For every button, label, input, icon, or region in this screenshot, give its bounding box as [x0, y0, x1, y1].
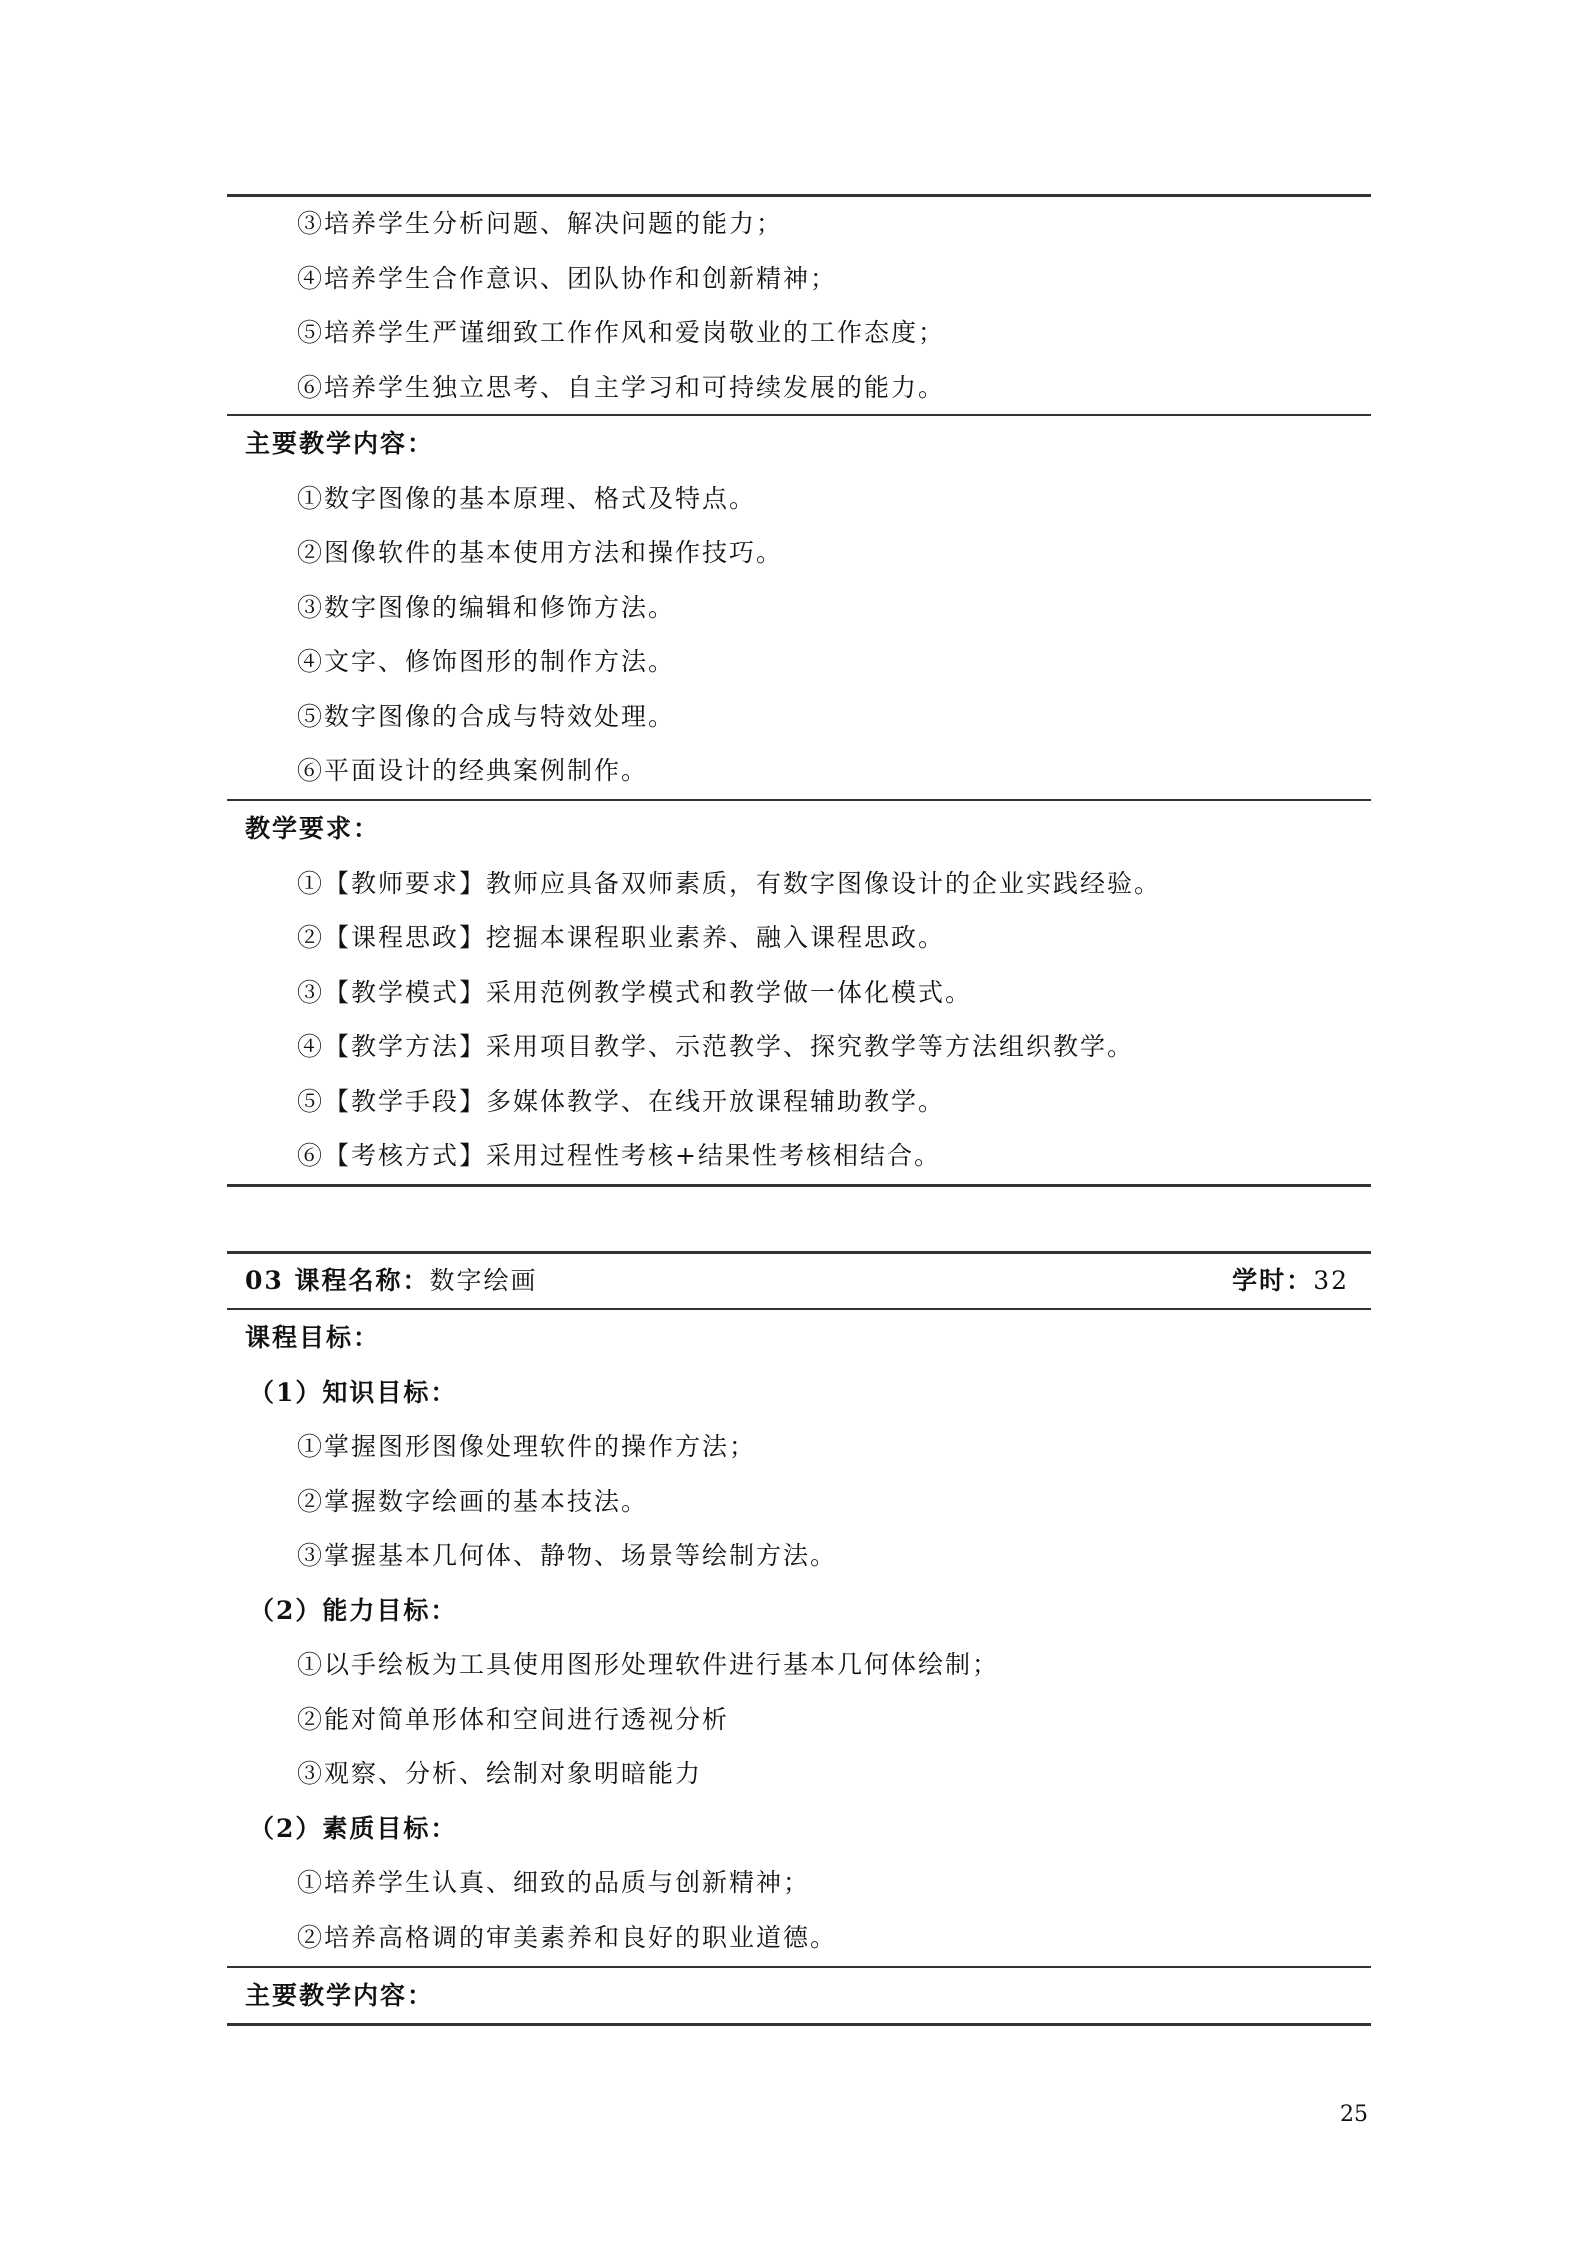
quality-item: ①培养学生认真、细致的品质与创新精神； — [297, 1868, 811, 1897]
goal-item: ③培养学生分析问题、解决问题的能力； — [297, 209, 784, 238]
ability-item: ①以手绘板为工具使用图形处理软件进行基本几何体绘制； — [297, 1650, 1000, 1679]
content-item: ①数字图像的基本原理、格式及特点。 — [297, 484, 757, 513]
content-item: ④文字、修饰图形的制作方法。 — [297, 647, 676, 676]
content-item: ③数字图像的编辑和修饰方法。 — [297, 593, 676, 622]
requirement-item: ①【教师要求】教师应具备双师素质，有数字图像设计的企业实践经验。 — [297, 869, 1162, 898]
requirement-item: ⑥【考核方式】采用过程性考核+结果性考核相结合。 — [297, 1141, 941, 1170]
content-heading: 主要教学内容： — [245, 429, 435, 458]
hours-value: 32 — [1313, 1266, 1349, 1295]
course-label: 03 课程名称： — [245, 1266, 430, 1295]
content-heading: 主要教学内容： — [245, 1981, 435, 2010]
ability-item: ②能对简单形体和空间进行透视分析 — [297, 1705, 730, 1734]
table-bottom-border — [227, 2023, 1371, 2026]
goal-item: ⑥培养学生独立思考、自主学习和可持续发展的能力。 — [297, 373, 946, 402]
requirement-item: ③【教学模式】采用范例教学模式和教学做一体化模式。 — [297, 978, 973, 1007]
content-item: ⑥平面设计的经典案例制作。 — [297, 756, 649, 785]
page-number: 25 — [1340, 2102, 1368, 2127]
hours-label: 学时： — [1232, 1266, 1314, 1295]
course-title — [245, 1253, 538, 1308]
knowledge-heading: （1）知识目标： — [249, 1378, 458, 1407]
ability-item: ③观察、分析、绘制对象明暗能力 — [297, 1759, 703, 1788]
ability-heading: （2）能力目标： — [249, 1596, 458, 1625]
requirement-item: ⑤【教学手段】多媒体教学、在线开放课程辅助教学。 — [297, 1087, 946, 1116]
knowledge-item: ②掌握数字绘画的基本技法。 — [297, 1487, 649, 1516]
goal-item: ④培养学生合作意识、团队协作和创新精神； — [297, 264, 838, 293]
knowledge-item: ①掌握图形图像处理软件的操作方法； — [297, 1432, 757, 1461]
requirement-item: ②【课程思政】挖掘本课程职业素养、融入课程思政。 — [297, 923, 946, 952]
goals-heading: 课程目标： — [245, 1323, 381, 1352]
requirement-item: ④【教学方法】采用项目教学、示范教学、探究教学等方法组织教学。 — [297, 1032, 1135, 1061]
course-hours — [1232, 1253, 1349, 1308]
content-item: ⑤数字图像的合成与特效处理。 — [297, 702, 676, 731]
quality-item: ②培养高格调的审美素养和良好的职业道德。 — [297, 1923, 838, 1952]
content-item: ②图像软件的基本使用方法和操作技巧。 — [297, 538, 784, 567]
knowledge-item: ③掌握基本几何体、静物、场景等绘制方法。 — [297, 1541, 838, 1570]
course-name: 数字绘画 — [429, 1266, 538, 1295]
table-bottom-border — [227, 1184, 1371, 1187]
requirements-heading: 教学要求： — [245, 814, 381, 843]
goal-item: ⑤培养学生严谨细致工作作风和爱岗敬业的工作态度； — [297, 318, 946, 347]
quality-heading: （2）素质目标： — [249, 1814, 458, 1843]
